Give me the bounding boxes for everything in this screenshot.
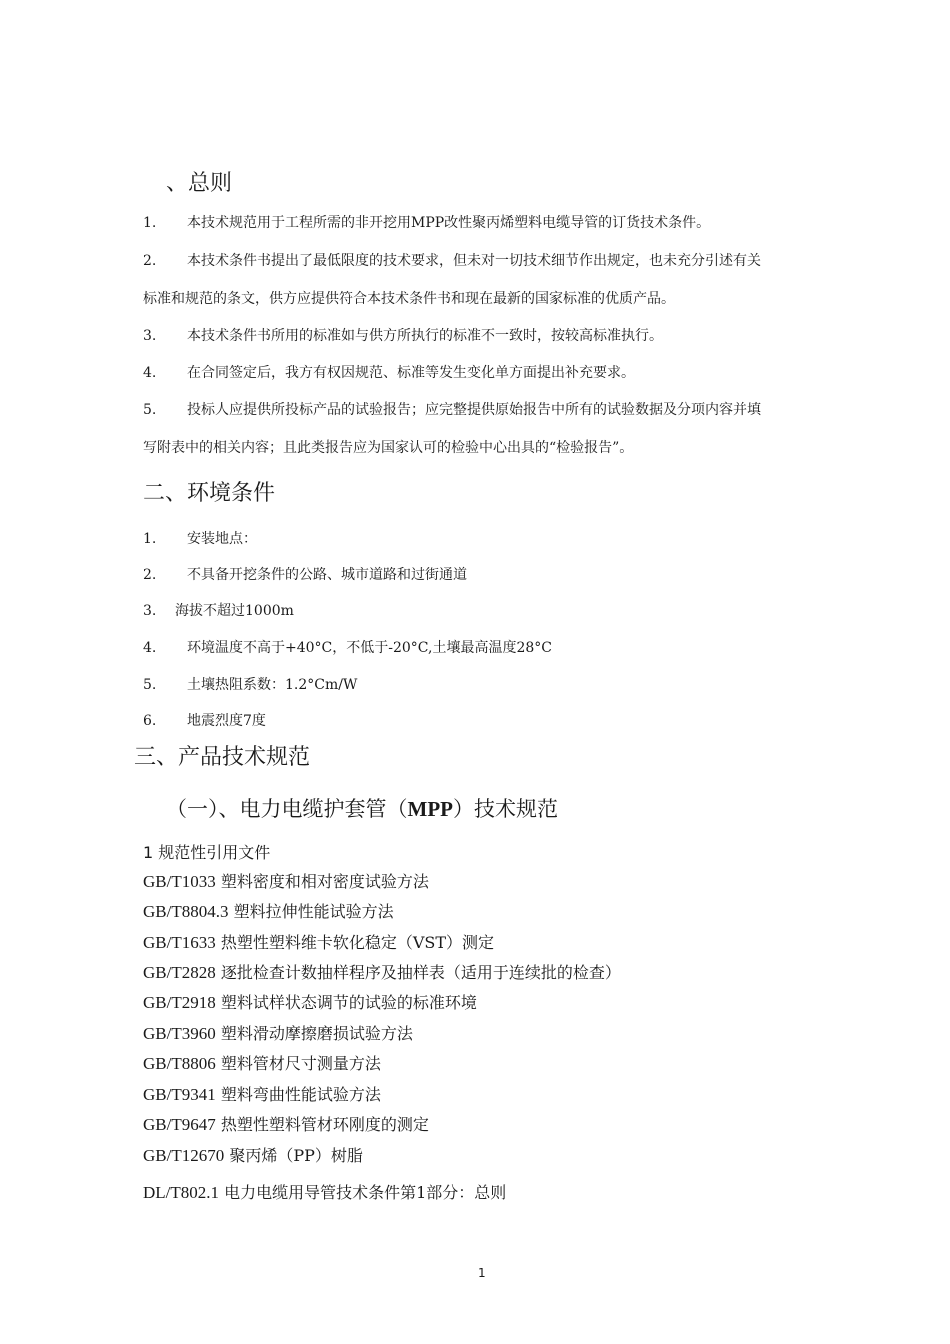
env-item-1: 1. 安装地点： [143, 531, 257, 547]
general-item-4: 4. 在合同签定后，我方有权因规范、标准等发生变化单方面提出补充要求。 [143, 365, 635, 381]
section-title-general: 、总则 [166, 171, 233, 196]
ref-item: GB/T1033 塑料密度和相对密度试验方法 [143, 872, 429, 891]
ref-item: GB/T2918 塑料试样状态调节的试验的标准环境 [143, 993, 477, 1012]
ref-item: GB/T9341 塑料弯曲性能试验方法 [143, 1085, 381, 1104]
section-title-environment: 二、环境条件 [143, 481, 276, 506]
general-item-1: 1. 本技术规范用于工程所需的非开挖用MPP改性聚丙烯塑料电缆导管的订货技术条件。 [143, 215, 711, 231]
ref-item: GB/T8804.3 塑料拉伸性能试验方法 [143, 902, 394, 921]
general-item-5: 5. 投标人应提供所投标产品的试验报告；应完整提供原始报告中所有的试验数据及分项内容并填 [143, 402, 761, 418]
refs-heading: 1 规范性引用文件 [143, 843, 271, 862]
ref-item: GB/T3960 塑料滑动摩擦磨损试验方法 [143, 1024, 413, 1043]
env-item-3: 3. 海拔不超过1000m [143, 603, 294, 619]
general-item-5-cont: 写附表中的相关内容；且此类报告应为国家认可的检验中心出具的“检验报告”。 [143, 440, 634, 456]
env-item-4: 4. 环境温度不高于+40°C，不低于-20°C,土壤最高温度28°C [143, 640, 552, 656]
env-item-5: 5. 土壤热阻系数：1.2°Cm/W [143, 677, 358, 693]
general-item-2-cont: 标准和规范的条文，供方应提供符合本技术条件书和现在最新的国家标准的优质产品。 [143, 291, 675, 307]
ref-item: GB/T2828 逐批检查计数抽样程序及抽样表（适用于连续批的检查） [143, 963, 621, 982]
subsection-title-mpp: （一）、电力电缆护套管（MPP）技术规范 [166, 797, 558, 821]
ref-item: GB/T8806 塑料管材尺寸测量方法 [143, 1054, 381, 1073]
ref-item: GB/T12670 聚丙烯（PP）树脂 [143, 1146, 363, 1165]
section-title-product: 三、产品技术规范 [134, 745, 311, 770]
ref-item: GB/T9647 热塑性塑料管材环刚度的测定 [143, 1115, 429, 1134]
env-item-2: 2. 不具备开挖条件的公路、城市道路和过街通道 [143, 567, 467, 583]
general-item-2: 2. 本技术条件书提出了最低限度的技术要求，但未对一切技术细节作出规定，也未充分引述有关 [143, 253, 761, 269]
general-item-3: 3. 本技术条件书所用的标准如与供方所执行的标准不一致时，按较高标准执行。 [143, 328, 663, 344]
env-item-6: 6. 地震烈度7度 [143, 713, 266, 729]
ref-item: GB/T1633 热塑性塑料维卡软化稳定（VST）测定 [143, 933, 495, 952]
page-number: 1 [478, 1266, 486, 1280]
ref-item: DL/T802.1 电力电缆用导管技术条件第1部分：总则 [143, 1183, 507, 1202]
